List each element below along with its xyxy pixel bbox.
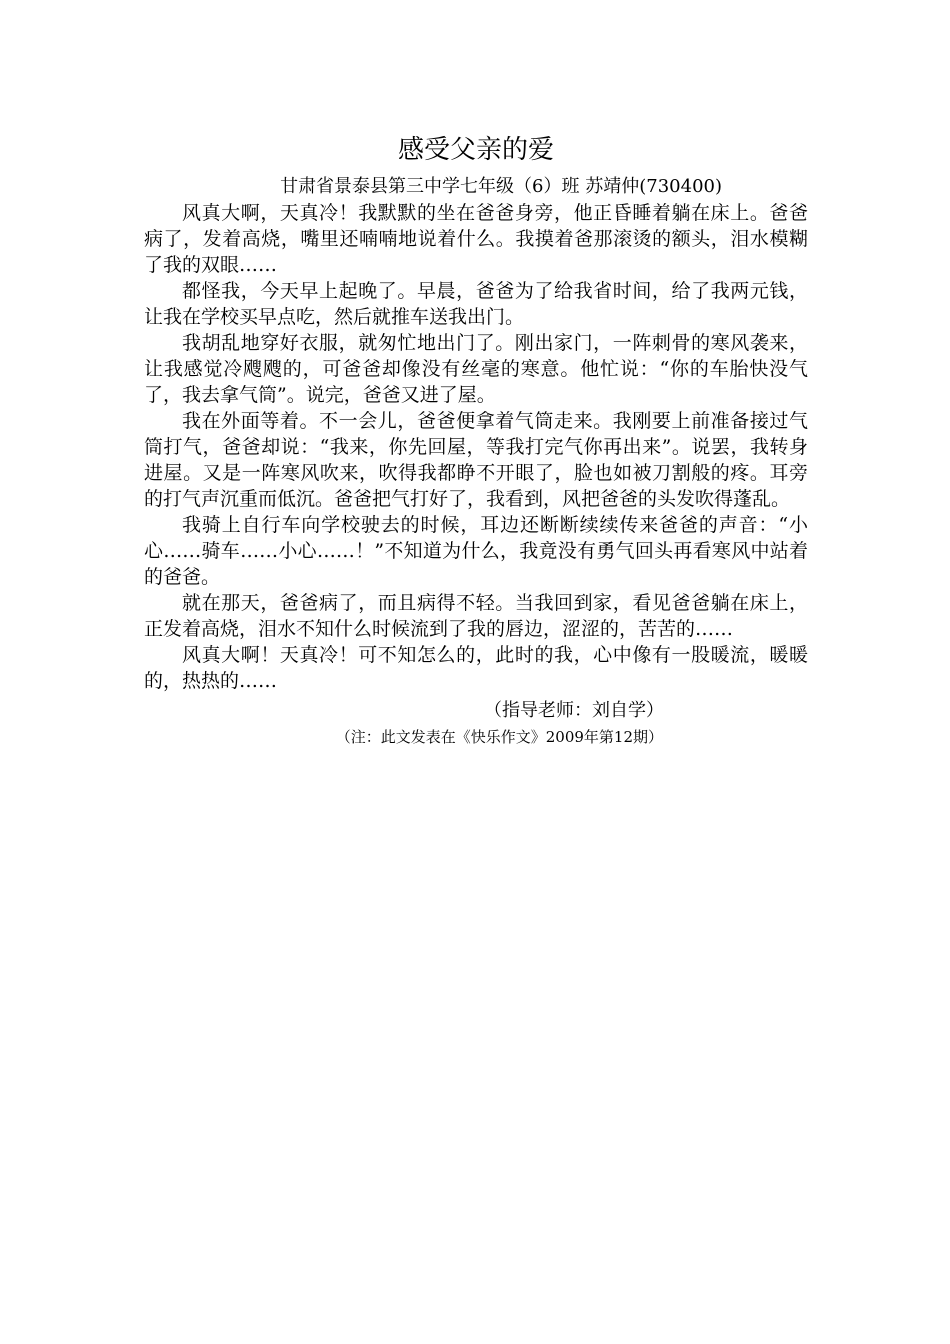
paragraph-3: 我胡乱地穿好衣服，就匆忙地出门了。刚出家门，一阵刺骨的寒风袭来，让我感觉冷飕飕的，可爸爸却像没有丝毫的寒意。他忙说：“你的车胎快没气了，我去拿气筒”。说完，爸爸又进了屋。 (144, 332, 808, 406)
paragraph-2: 都怪我，今天早上起晚了。早晨，爸爸为了给我省时间，给了我两元钱，让我在学校买早点吃，然后就推车送我出门。 (144, 280, 808, 328)
paragraph-6: 就在那天，爸爸病了，而且病得不轻。当我回到家，看见爸爸躺在床上，正发着高烧，泪水不知什么时候流到了我的唇边，涩涩的，苦苦的…… (144, 592, 808, 640)
article-title: 感受父亲的爱 (397, 135, 554, 165)
paragraph-5: 我骑上自行车向学校驶去的时候，耳边还断断续续传来爸爸的声音：“小心……骑车……小心……！”不知道为什么，我竟没有勇气回头再看寒风中站着的爸爸。 (144, 514, 808, 588)
paragraph-7: 风真大啊！天真冷！可不知怎么的，此时的我，心中像有一股暖流，暖暖的，热热的…… (144, 644, 808, 692)
paragraph-1: 风真大啊，天真冷！我默默的坐在爸爸身旁，他正昏睡着躺在床上。爸爸病了，发着高烧，嘴里还喃喃地说着什么。我摸着爸那滚烫的额头，泪水模糊了我的双眼…… (144, 202, 808, 276)
publication-note: （注：此文发表在《快乐作文》2009年第12期） (335, 728, 663, 746)
paragraph-4: 我在外面等着。不一会儿，爸爸便拿着气筒走来。我刚要上前准备接过气筒打气，爸爸却说：“我来，你先回屋，等我打完气你再出来”。说罢，我转身进屋。又是一阵寒风吹来，吹得我都睁不开眼了，脸也如被刀割般的疼。耳旁的打气声沉重而低沉。爸爸把气打好了，我看到，风把爸爸的头发吹得蓬乱。 (144, 410, 808, 510)
article (144, 130, 808, 748)
author-byline: 甘肃省景泰县第三中学七年级（6）班 苏靖仲(730400) (280, 176, 722, 197)
advisor-credit: （指导老师：刘自学） (484, 700, 664, 721)
